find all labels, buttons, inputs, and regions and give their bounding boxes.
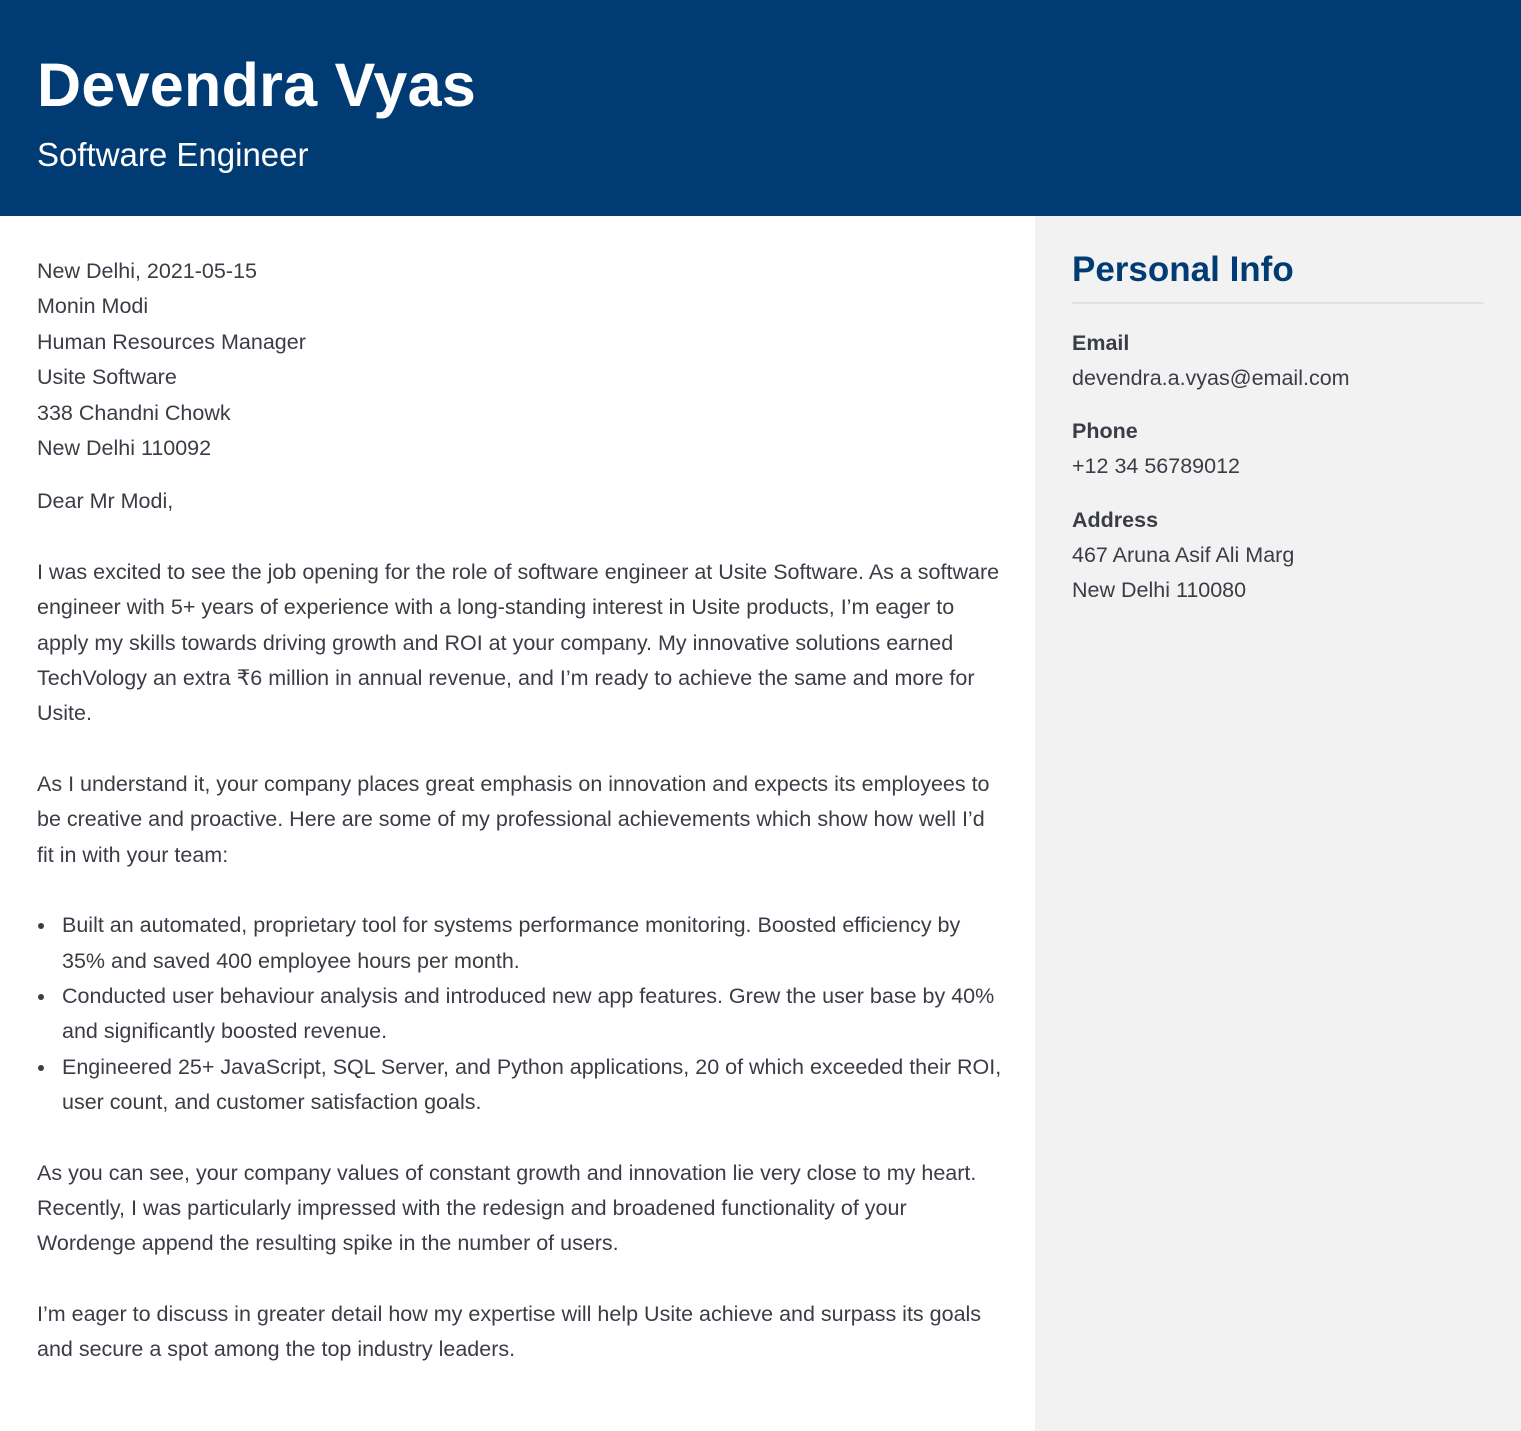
paragraph-fit: As I understand it, your company places great emphasis on innovation and expects its employees to be creative and proactive. Here are some of my professional achievements which show how well I’d fit in with your team: bbox=[37, 771, 990, 867]
applicant-title: Software Engineer bbox=[37, 136, 309, 173]
recipient-block bbox=[37, 254, 1007, 466]
personal-info-sidebar bbox=[1035, 216, 1521, 1431]
letter-body bbox=[37, 254, 1007, 1368]
email-value: devendra.a.vyas@email.com bbox=[1072, 366, 1350, 390]
recipient-street: 338 Chandni Chowk bbox=[37, 400, 231, 425]
phone-value: +12 34 56789012 bbox=[1072, 454, 1240, 479]
address-line-1: 467 Aruna Asif Ali Marg bbox=[1072, 542, 1295, 567]
letter-main bbox=[0, 216, 1035, 1431]
header-banner bbox=[0, 0, 1521, 216]
letter-date-line: New Delhi, 2021-05-15 bbox=[37, 259, 257, 283]
list-item: Engineered 25+ JavaScript, SQL Server, and Python applications, 20 of which exceeded their ROI, user count, and customer satisfaction goals. bbox=[37, 1050, 1007, 1121]
address-label: Address bbox=[1072, 507, 1159, 532]
recipient-city: New Delhi 110092 bbox=[37, 436, 212, 461]
email-label: Email bbox=[1072, 331, 1130, 355]
email-item bbox=[1072, 326, 1484, 396]
address-item bbox=[1072, 503, 1484, 609]
recipient-company: Usite Software bbox=[37, 365, 177, 390]
applicant-name: Devendra Vyas bbox=[37, 51, 477, 119]
achievements-list bbox=[37, 908, 1007, 1120]
address-line-2: New Delhi 110080 bbox=[1072, 578, 1247, 603]
sidebar-heading: Personal Info bbox=[1072, 248, 1484, 304]
list-item: Conducted user behaviour analysis and introduced new app features. Grew the user base by 40% and significantly boosted revenue. bbox=[37, 979, 1007, 1050]
recipient-name: Monin Modi bbox=[37, 294, 149, 319]
paragraph-intro: I was excited to see the job opening for the role of software engineer at Usite Software. As a software engineer with 5+ years of experience with a long-standing interest in Usite products, I’m eager to apply my skills towards driving growth and ROI at your company. My innovative solutions earned TechVology an extra ₹6 million in annual revenue, and I’m ready to achieve the same and more for Usite. bbox=[37, 559, 1000, 726]
recipient-position: Human Resources Manager bbox=[37, 329, 306, 354]
paragraph-closing: I’m eager to discuss in greater detail how my expertise will help Usite achieve and surpass its goals and secure a spot among the top industry leaders. bbox=[37, 1301, 982, 1362]
phone-label: Phone bbox=[1072, 419, 1138, 444]
paragraph-values: As you can see, your company values of constant growth and innovation lie very close to my heart. Recently, I was particularly impressed with the redesign and broadened functionality of your Wordenge append the resulting spike in the number of users. bbox=[37, 1160, 977, 1256]
greeting: Dear Mr Modi, bbox=[37, 489, 174, 514]
list-item: Built an automated, proprietary tool for systems performance monitoring. Boosted efficiency by 35% and saved 400 employee hours per month. bbox=[37, 908, 1007, 979]
phone-item bbox=[1072, 414, 1484, 484]
